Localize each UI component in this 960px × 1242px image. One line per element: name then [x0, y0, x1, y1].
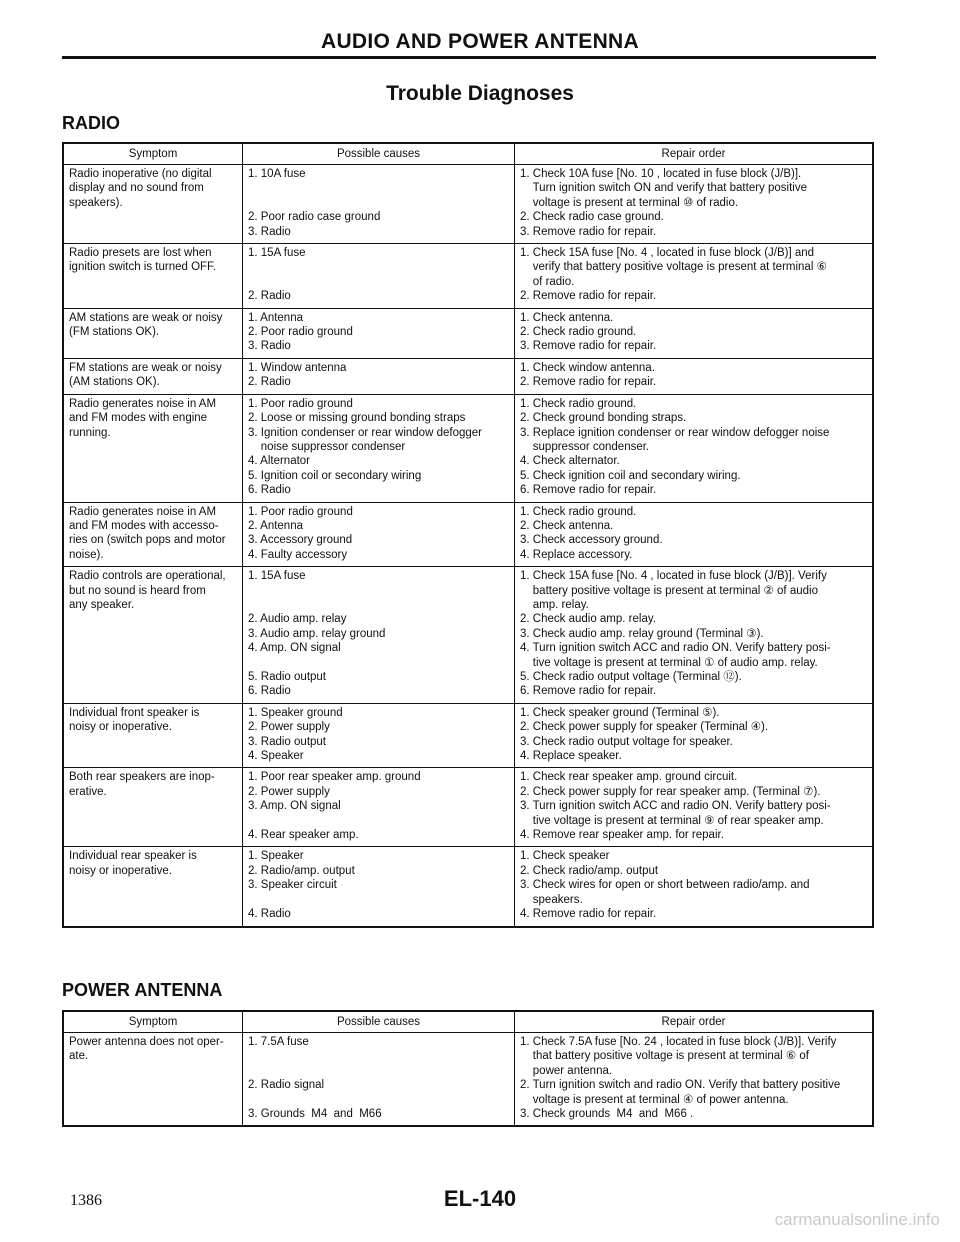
- repair-cell: [515, 358, 874, 394]
- cell-line: 6. Remove radio for repair.: [520, 685, 657, 698]
- cell-line: 6. Radio: [248, 685, 291, 698]
- watermark: carmanualsonline.info: [774, 1210, 940, 1229]
- table-row: [63, 567, 873, 704]
- table-row: [63, 244, 873, 309]
- causes-cell: [243, 567, 515, 704]
- cell-line: 1. Check window antenna.: [520, 361, 655, 374]
- cell-line: any speaker.: [69, 598, 135, 611]
- cell-line: 3. Audio amp. relay ground: [248, 627, 386, 640]
- cell-line: Individual front speaker is: [69, 706, 200, 719]
- repair-cell: [515, 567, 874, 704]
- cell-line: 3. Check radio output voltage for speaker.: [520, 735, 733, 748]
- symptom-cell: [63, 847, 243, 927]
- cell-line: power antenna.: [520, 1064, 613, 1077]
- cell-line: 4. Alternator: [248, 455, 311, 468]
- cell-line: and FM modes with engine: [69, 412, 208, 425]
- cell-line: battery positive voltage is present at terminal ② of audio: [520, 584, 818, 597]
- causes-cell: [243, 165, 515, 244]
- causes-cell: [243, 703, 515, 768]
- cell-line: 5. Ignition coil or secondary wiring: [248, 469, 422, 482]
- cell-line: 6. Radio: [248, 484, 291, 497]
- cell-line: 4. Replace accessory.: [520, 548, 633, 561]
- cell-line: noisy or inoperative.: [69, 721, 172, 734]
- column-header-repair: Repair order: [515, 143, 874, 165]
- cell-line: 2. Power supply: [248, 785, 330, 798]
- cell-line: and FM modes with accesso-: [69, 519, 219, 532]
- cell-line: 2. Remove radio for repair.: [520, 290, 657, 303]
- cell-line: ries on (switch pops and motor: [69, 534, 226, 547]
- cell-line: 4. Replace speaker.: [520, 750, 622, 763]
- table-row: [63, 502, 873, 567]
- cell-line: 1. 7.5A fuse: [248, 1036, 309, 1048]
- cell-line: 4. Radio: [248, 908, 291, 921]
- cell-line: 1. Poor radio ground: [248, 505, 353, 518]
- table-row: [63, 358, 873, 394]
- cell-line: 3. Grounds M4 and M66: [248, 1107, 382, 1120]
- cell-line: 3. Radio output: [248, 735, 327, 748]
- causes-cell: [243, 502, 515, 567]
- cell-line: 2. Check radio case ground.: [520, 211, 664, 224]
- cell-line: Individual rear speaker is: [69, 850, 197, 863]
- cell-line: 1. Antenna: [248, 311, 303, 324]
- cell-line: 3. Replace ignition condenser or rear window defogger noise: [520, 426, 830, 439]
- cell-line: speakers).: [69, 196, 123, 209]
- cell-line: 1. Check speaker ground (Terminal ⑤).: [520, 706, 720, 719]
- cell-line: 3. Remove radio for repair.: [520, 340, 657, 353]
- power-antenna-table-header: [63, 1011, 873, 1033]
- cell-line: 2. Loose or missing ground bonding straps: [248, 412, 466, 425]
- column-header-causes: Possible causes: [243, 143, 515, 165]
- cell-line: 3. Turn ignition switch ACC and radio ON. Verify battery posi-: [520, 800, 831, 813]
- cell-line: 3. Check audio amp. relay ground (Terminal ③).: [520, 627, 764, 640]
- cell-line: 1. Check radio ground.: [520, 397, 637, 410]
- symptom-cell: [63, 394, 243, 502]
- cell-line: 2. Check power supply for speaker (Terminal ④).: [520, 721, 769, 734]
- cell-line: 1. Speaker ground: [248, 706, 343, 719]
- cell-line: 4. Check alternator.: [520, 455, 620, 468]
- cell-line: [248, 196, 509, 210]
- table-row: [63, 394, 873, 502]
- table-row: [63, 165, 873, 244]
- cell-line: 4. Speaker: [248, 750, 304, 763]
- cell-line: 1. Check radio ground.: [520, 505, 637, 518]
- cell-line: of radio.: [520, 275, 575, 288]
- repair-cell: [515, 165, 874, 244]
- repair-cell: [515, 1033, 874, 1127]
- cell-line: 3. Amp. ON signal: [248, 800, 341, 813]
- repair-cell: [515, 847, 874, 927]
- cell-line: 4. Remove rear speaker amp. for repair.: [520, 829, 724, 842]
- cell-line: that battery positive voltage is present at terminal ⑥ of: [520, 1050, 810, 1063]
- page-subtitle: Trouble Diagnoses: [386, 82, 574, 105]
- cell-line: [248, 275, 509, 289]
- cell-line: [248, 584, 509, 598]
- repair-cell: [515, 244, 874, 309]
- cell-line: 4. Remove radio for repair.: [520, 908, 657, 921]
- cell-line: 2. Radio: [248, 290, 291, 303]
- cell-line: 1. Check 15A fuse [No. 4 , located in fuse block (J/B)] and: [520, 247, 815, 260]
- causes-cell: [243, 768, 515, 847]
- cell-line: Radio generates noise in AM: [69, 505, 217, 518]
- cell-line: Radio inoperative (no digital: [69, 168, 212, 180]
- symptom-cell: [63, 165, 243, 244]
- cell-line: 1. Check 7.5A fuse [No. 24 , located in fuse block (J/B)]. Verify: [520, 1036, 837, 1048]
- cell-line: 1. Check 10A fuse [No. 10 , located in fuse block (J/B)].: [520, 168, 802, 180]
- cell-line: [248, 1093, 509, 1107]
- symptom-cell: [63, 567, 243, 704]
- cell-line: 1. Speaker: [248, 850, 304, 863]
- cell-line: [248, 1064, 509, 1078]
- cell-line: 6. Remove radio for repair.: [520, 484, 657, 497]
- power-antenna-section-title: POWER ANTENNA: [62, 980, 223, 1000]
- cell-line: 1. 15A fuse: [248, 247, 306, 260]
- cell-line: 3. Check grounds M4 and M66 .: [520, 1108, 694, 1121]
- cell-line: [248, 260, 509, 274]
- column-header-causes: Possible causes: [243, 1011, 515, 1033]
- cell-line: 2. Poor radio case ground: [248, 211, 381, 224]
- cell-line: 1. 15A fuse: [248, 570, 306, 583]
- cell-line: 3. Check wires for open or short between radio/amp. and: [520, 879, 810, 892]
- cell-line: 1. Poor radio ground: [248, 397, 353, 410]
- cell-line: 3. Ignition condenser or rear window defogger: [248, 426, 482, 439]
- causes-cell: [243, 244, 515, 309]
- cell-line: (FM stations OK).: [69, 326, 160, 339]
- table-row: [63, 703, 873, 768]
- cell-line: tive voltage is present at terminal ① of audio amp. relay.: [520, 656, 818, 669]
- cell-line: 1. 10A fuse: [248, 168, 306, 180]
- repair-cell: [515, 394, 874, 502]
- symptom-cell: [63, 358, 243, 394]
- cell-line: running.: [69, 426, 111, 439]
- cell-line: 2. Power supply: [248, 721, 330, 734]
- header-rule: [62, 56, 876, 59]
- cell-line: 2. Turn ignition switch and radio ON. Verify that battery positive: [520, 1079, 841, 1092]
- radio-table-header: [63, 143, 873, 165]
- cell-line: 3. Accessory ground: [248, 534, 353, 547]
- cell-line: noise suppressor condenser: [248, 440, 406, 453]
- cell-line: [248, 181, 509, 195]
- cell-line: 2. Antenna: [248, 519, 303, 532]
- symptom-cell: [63, 768, 243, 847]
- repair-cell: [515, 703, 874, 768]
- cell-line: Both rear speakers are inop-: [69, 771, 215, 784]
- cell-line: 2. Check radio ground.: [520, 326, 637, 339]
- cell-line: 5. Check ignition coil and secondary wiring.: [520, 469, 741, 482]
- cell-line: 3. Remove radio for repair.: [520, 225, 657, 238]
- cell-line: 2. Check power supply for rear speaker amp. (Terminal ⑦).: [520, 785, 821, 798]
- cell-line: 3. Check accessory ground.: [520, 534, 663, 547]
- cell-line: 2. Remove radio for repair.: [520, 376, 657, 389]
- causes-cell: [243, 1033, 515, 1127]
- cell-line: noise).: [69, 548, 104, 561]
- cell-line: FM stations are weak or noisy: [69, 361, 222, 374]
- column-header-symptom: Symptom: [63, 1011, 243, 1033]
- cell-line: 2. Radio/amp. output: [248, 864, 355, 877]
- cell-line: [248, 814, 509, 828]
- causes-cell: [243, 358, 515, 394]
- table-row: [63, 308, 873, 358]
- cell-line: 2. Audio amp. relay: [248, 613, 347, 626]
- cell-line: Power antenna does not oper-: [69, 1036, 224, 1048]
- cell-line: 2. Check audio amp. relay.: [520, 613, 656, 626]
- cell-line: 2. Radio signal: [248, 1079, 325, 1092]
- causes-cell: [243, 394, 515, 502]
- symptom-cell: [63, 244, 243, 309]
- cell-line: [248, 656, 509, 670]
- cell-line: 3. Speaker circuit: [248, 879, 337, 892]
- cell-line: voltage is present at terminal ⑩ of radio.: [520, 196, 739, 209]
- cell-line: 4. Rear speaker amp.: [248, 829, 359, 842]
- cell-line: ate.: [69, 1050, 89, 1063]
- causes-cell: [243, 847, 515, 927]
- column-header-symptom: Symptom: [63, 143, 243, 165]
- cell-line: 4. Amp. ON signal: [248, 642, 341, 655]
- cell-line: 4. Faulty accessory: [248, 548, 348, 561]
- page-number: 1386: [70, 1192, 102, 1209]
- cell-line: display and no sound from: [69, 182, 204, 195]
- cell-line: Turn ignition switch ON and verify that battery positive: [520, 182, 807, 195]
- symptom-cell: [63, 502, 243, 567]
- cell-line: voltage is present at terminal ④ of power antenna.: [520, 1093, 789, 1106]
- cell-line: (AM stations OK).: [69, 376, 160, 389]
- cell-line: 4. Turn ignition switch ACC and radio ON. Verify battery posi-: [520, 642, 831, 655]
- column-header-repair: Repair order: [515, 1011, 874, 1033]
- cell-line: Radio presets are lost when: [69, 247, 212, 260]
- cell-line: suppressor condenser.: [520, 440, 650, 453]
- cell-line: speakers.: [520, 893, 583, 906]
- repair-cell: [515, 308, 874, 358]
- cell-line: 1. Check speaker: [520, 850, 610, 863]
- cell-line: 1. Check 15A fuse [No. 4 , located in fuse block (J/B)]. Verify: [520, 570, 827, 583]
- repair-cell: [515, 502, 874, 567]
- cell-line: [248, 893, 509, 907]
- cell-line: 1. Window antenna: [248, 361, 347, 374]
- cell-line: 2. Radio: [248, 376, 291, 389]
- cell-line: but no sound is heard from: [69, 584, 206, 597]
- cell-line: 3. Radio: [248, 225, 291, 238]
- cell-line: amp. relay.: [520, 598, 589, 611]
- cell-line: 3. Radio: [248, 340, 291, 353]
- cell-line: verify that battery positive voltage is present at terminal ⑥: [520, 261, 827, 274]
- symptom-cell: [63, 703, 243, 768]
- cell-line: [248, 598, 509, 612]
- causes-cell: [243, 308, 515, 358]
- cell-line: 2. Check radio/amp. output: [520, 864, 659, 877]
- cell-line: 5. Check radio output voltage (Terminal ⑫).: [520, 671, 742, 683]
- cell-line: 2. Poor radio ground: [248, 326, 353, 339]
- cell-line: tive voltage is present at terminal ⑨ of rear speaker amp.: [520, 814, 824, 827]
- cell-line: [248, 1049, 509, 1063]
- power-antenna-table: [62, 1010, 874, 1127]
- radio-section-title: RADIO: [62, 113, 120, 133]
- cell-line: 2. Check ground bonding straps.: [520, 412, 687, 425]
- page-code: EL-140: [443, 1186, 517, 1211]
- cell-line: 2. Check antenna.: [520, 519, 614, 532]
- cell-line: ignition switch is turned OFF.: [69, 261, 217, 274]
- repair-cell: [515, 768, 874, 847]
- table-row: [63, 768, 873, 847]
- cell-line: Radio controls are operational,: [69, 570, 226, 583]
- page-title: AUDIO AND POWER ANTENNA: [320, 30, 639, 53]
- table-row: [63, 847, 873, 927]
- symptom-cell: [63, 308, 243, 358]
- radio-table: [62, 142, 874, 928]
- cell-line: Radio generates noise in AM: [69, 397, 217, 410]
- cell-line: 1. Poor rear speaker amp. ground: [248, 771, 421, 784]
- cell-line: 1. Check rear speaker amp. ground circuit.: [520, 771, 738, 784]
- cell-line: noisy or inoperative.: [69, 864, 172, 877]
- cell-line: AM stations are weak or noisy: [69, 311, 223, 324]
- cell-line: erative.: [69, 785, 107, 798]
- table-row: [63, 1033, 873, 1127]
- cell-line: 1. Check antenna.: [520, 311, 614, 324]
- symptom-cell: [63, 1033, 243, 1127]
- cell-line: 5. Radio output: [248, 670, 327, 683]
